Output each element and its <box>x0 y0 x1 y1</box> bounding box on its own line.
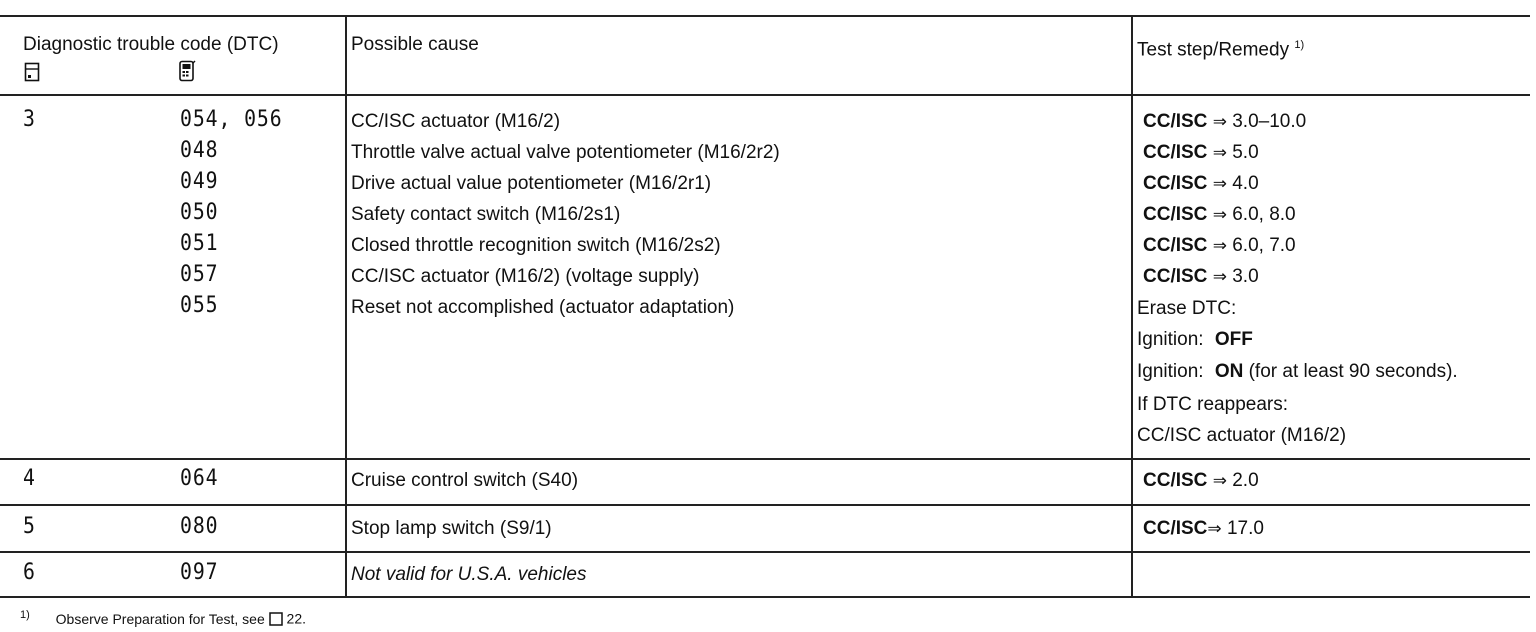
cause-text: CC/ISC actuator (M16/2) <box>351 111 561 132</box>
page-ref-box-icon <box>269 612 283 626</box>
row-rule <box>0 458 1530 460</box>
dtc-code: 064 <box>180 466 219 491</box>
actuator-text: CC/ISC actuator (M16/2) <box>1137 425 1347 446</box>
cause-text: Closed throttle recognition switch (M16/2s2) <box>351 235 721 256</box>
arrow-icon: ⇒ <box>1212 236 1227 256</box>
dtc-code: 048 <box>180 138 219 163</box>
remedy-step <box>1143 469 1259 493</box>
footnote <box>20 603 306 631</box>
remedy-value: 5.0 <box>1232 142 1259 163</box>
remedy-value: 3.0 <box>1232 266 1259 287</box>
cause-text: Stop lamp switch (S9/1) <box>351 518 552 539</box>
erase-dtc-text: Erase DTC: <box>1137 298 1237 319</box>
dtc-code: 097 <box>180 560 219 585</box>
dtc-code: 080 <box>180 514 219 539</box>
arrow-icon: ⇒ <box>1207 519 1222 539</box>
ignition-on-line <box>1137 360 1458 384</box>
arrow-icon: ⇒ <box>1212 205 1227 225</box>
arrow-icon: ⇒ <box>1212 112 1227 132</box>
table-top-rule <box>0 15 1530 17</box>
arrow-icon: ⇒ <box>1212 267 1227 287</box>
header-remedy <box>1137 33 1304 62</box>
arrow-icon: ⇒ <box>1212 471 1227 491</box>
remedy-step <box>1143 203 1296 227</box>
cause-text: Drive actual value potentiometer (M16/2r1) <box>351 173 712 194</box>
footnote-text: Observe Preparation for Test, see <box>55 610 265 627</box>
ignition-value: OFF <box>1214 329 1253 350</box>
cause-text: Cruise control switch (S40) <box>351 470 579 491</box>
dtc-code: 054, 056 <box>180 107 283 132</box>
remedy-value: 2.0 <box>1232 470 1259 491</box>
reappear-text: If DTC reappears: <box>1137 394 1288 415</box>
remedy-step <box>1143 110 1306 134</box>
column-divider <box>345 15 347 598</box>
remedy-step <box>1143 141 1259 165</box>
remedy-label: CC/ISC <box>1143 142 1208 163</box>
arrow-icon: ⇒ <box>1212 174 1227 194</box>
table-bottom-rule <box>0 596 1530 598</box>
ignition-label: Ignition: <box>1137 361 1204 382</box>
row-rule <box>0 551 1530 553</box>
row-rule <box>0 504 1530 506</box>
remedy-label: CC/ISC <box>1143 235 1208 256</box>
blink-code: 3 <box>23 107 36 132</box>
blink-code: 6 <box>23 560 36 585</box>
dtc-code: 055 <box>180 293 219 318</box>
remedy-label: CC/ISC <box>1143 173 1208 194</box>
cause-text: Safety contact switch (M16/2s1) <box>351 204 621 225</box>
remedy-value: 3.0–10.0 <box>1232 111 1307 132</box>
header-bottom-rule <box>0 94 1530 96</box>
hand-tester-icon <box>178 60 196 82</box>
dtc-code: 051 <box>180 231 219 256</box>
ignition-value: ON <box>1214 361 1244 382</box>
cause-text: Reset not accomplished (actuator adaptation) <box>351 297 735 318</box>
footnote-ref: 1) <box>1294 39 1305 51</box>
dtc-code: 057 <box>180 262 219 287</box>
header-remedy-label: Test step/Remedy <box>1137 39 1290 61</box>
header-cause: Possible cause <box>351 34 479 55</box>
remedy-step <box>1143 234 1296 258</box>
header-dtc: Diagnostic trouble code (DTC) <box>23 34 279 55</box>
remedy-step <box>1143 517 1264 541</box>
blink-code: 5 <box>23 514 36 539</box>
cause-text: Throttle valve actual valve potentiometer (M16/2r2) <box>351 142 780 163</box>
arrow-icon: ⇒ <box>1212 143 1227 163</box>
remedy-value: 6.0, 8.0 <box>1232 204 1296 225</box>
remedy-label: CC/ISC <box>1143 470 1208 491</box>
remedy-label: CC/ISC <box>1143 518 1208 539</box>
remedy-label: CC/ISC <box>1143 111 1208 132</box>
remedy-step <box>1143 172 1259 196</box>
remedy-value: 4.0 <box>1232 173 1259 194</box>
remedy-label: CC/ISC <box>1143 266 1208 287</box>
remedy-value: 17.0 <box>1226 518 1264 539</box>
remedy-value: 6.0, 7.0 <box>1232 235 1296 256</box>
remedy-label: CC/ISC <box>1143 204 1208 225</box>
dtc-code: 050 <box>180 200 219 225</box>
footnote-mark: 1) <box>20 609 30 621</box>
column-divider <box>1131 15 1133 598</box>
ignition-note: (for at least 90 seconds). <box>1248 361 1458 382</box>
ignition-label: Ignition: <box>1137 329 1204 350</box>
ignition-off-line <box>1137 328 1253 352</box>
cause-text: CC/ISC actuator (M16/2) (voltage supply) <box>351 266 700 287</box>
footnote-page: 22. <box>286 610 306 627</box>
blink-code: 4 <box>23 466 36 491</box>
cluster-display-icon <box>24 62 40 82</box>
remedy-step <box>1143 265 1259 289</box>
dtc-code: 049 <box>180 169 219 194</box>
cause-text: Not valid for U.S.A. vehicles <box>351 564 587 585</box>
